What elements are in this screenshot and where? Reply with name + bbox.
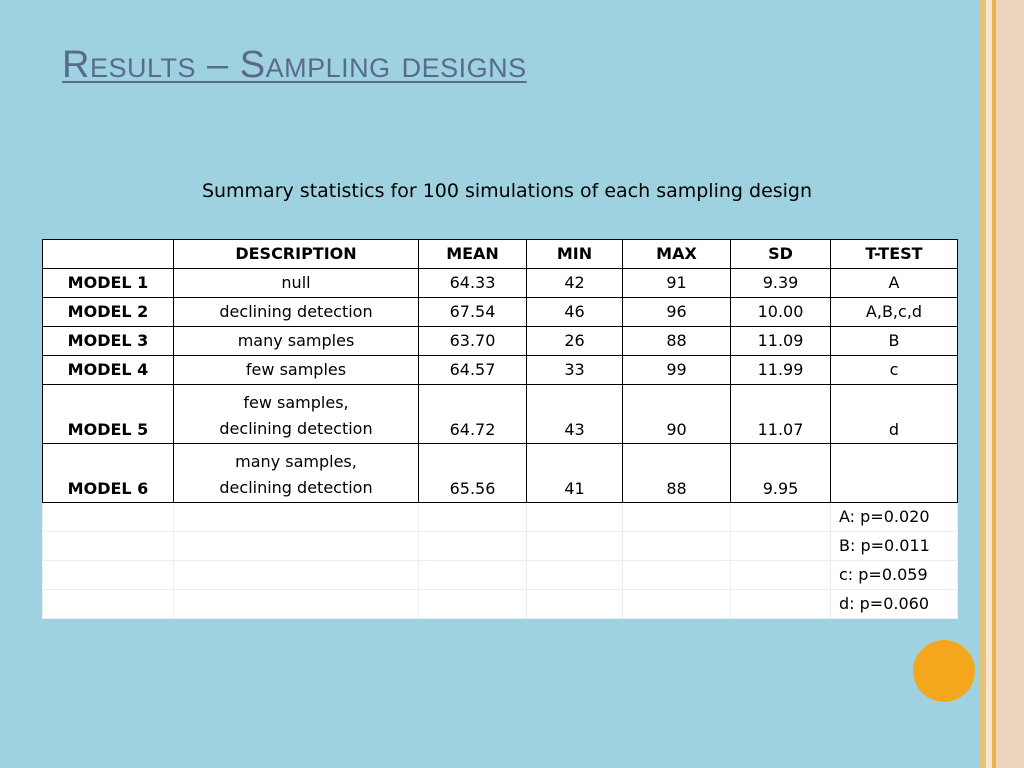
min-cell: 46 bbox=[527, 298, 623, 327]
min-cell: 43 bbox=[527, 385, 623, 444]
min-cell: 42 bbox=[527, 269, 623, 298]
column-header bbox=[43, 240, 174, 269]
mean-cell: 65.56 bbox=[419, 444, 527, 503]
column-header: DESCRIPTION bbox=[174, 240, 419, 269]
min-cell: 33 bbox=[527, 356, 623, 385]
description-cell: many samples bbox=[174, 327, 419, 356]
min-cell: 41 bbox=[527, 444, 623, 503]
p-value-note: d: p=0.060 bbox=[831, 590, 958, 619]
side-stripe bbox=[996, 0, 1024, 768]
t-test-cell: c bbox=[831, 356, 958, 385]
description-cell: declining detection bbox=[174, 298, 419, 327]
mean-cell: 63.70 bbox=[419, 327, 527, 356]
note-row bbox=[43, 590, 958, 619]
p-value-note: A: p=0.020 bbox=[831, 503, 958, 532]
table-row bbox=[43, 444, 958, 503]
sd-cell: 11.09 bbox=[731, 327, 831, 356]
max-cell: 91 bbox=[623, 269, 731, 298]
table-row bbox=[43, 327, 958, 356]
table-caption: Summary statistics for 100 simulations of each sampling design bbox=[201, 180, 813, 202]
note-row bbox=[43, 561, 958, 590]
mean-cell: 67.54 bbox=[419, 298, 527, 327]
description-line: few samples, bbox=[243, 393, 349, 412]
mean-cell: 64.72 bbox=[419, 385, 527, 444]
statistics-table bbox=[42, 239, 958, 619]
description-cell: null bbox=[174, 269, 419, 298]
mean-cell: 64.57 bbox=[419, 356, 527, 385]
sd-cell: 9.39 bbox=[731, 269, 831, 298]
max-cell: 96 bbox=[623, 298, 731, 327]
table-row bbox=[43, 269, 958, 298]
column-header: MEAN bbox=[419, 240, 527, 269]
mean-cell: 64.33 bbox=[419, 269, 527, 298]
model-name-cell: MODEL 2 bbox=[43, 298, 174, 327]
max-cell: 90 bbox=[623, 385, 731, 444]
note-row bbox=[43, 532, 958, 561]
p-value-note: B: p=0.011 bbox=[831, 532, 958, 561]
table-header-row bbox=[43, 240, 958, 269]
column-header: SD bbox=[731, 240, 831, 269]
description-line: many samples, bbox=[235, 452, 357, 471]
description-cell bbox=[174, 444, 419, 503]
column-header: T-TEST bbox=[831, 240, 958, 269]
model-name-cell: MODEL 5 bbox=[43, 385, 174, 444]
sd-cell: 10.00 bbox=[731, 298, 831, 327]
table-row bbox=[43, 298, 958, 327]
description-line: declining detection bbox=[219, 419, 373, 438]
description-line: declining detection bbox=[219, 478, 373, 497]
description-cell bbox=[174, 385, 419, 444]
column-header: MAX bbox=[623, 240, 731, 269]
max-cell: 99 bbox=[623, 356, 731, 385]
model-name-cell: MODEL 3 bbox=[43, 327, 174, 356]
model-name-cell: MODEL 1 bbox=[43, 269, 174, 298]
table-row bbox=[43, 385, 958, 444]
model-name-cell: MODEL 4 bbox=[43, 356, 174, 385]
table-row bbox=[43, 356, 958, 385]
slide-title: Results – Sampling designs bbox=[62, 44, 527, 86]
model-name-cell: MODEL 6 bbox=[43, 444, 174, 503]
decorative-circle bbox=[913, 640, 975, 702]
min-cell: 26 bbox=[527, 327, 623, 356]
t-test-cell: d bbox=[831, 385, 958, 444]
sd-cell: 9.95 bbox=[731, 444, 831, 503]
t-test-cell: A bbox=[831, 269, 958, 298]
description-cell: few samples bbox=[174, 356, 419, 385]
column-header: MIN bbox=[527, 240, 623, 269]
p-value-note: c: p=0.059 bbox=[831, 561, 958, 590]
sd-cell: 11.07 bbox=[731, 385, 831, 444]
t-test-cell: B bbox=[831, 327, 958, 356]
note-row bbox=[43, 503, 958, 532]
max-cell: 88 bbox=[623, 444, 731, 503]
t-test-cell: A,B,c,d bbox=[831, 298, 958, 327]
t-test-cell bbox=[831, 444, 958, 503]
max-cell: 88 bbox=[623, 327, 731, 356]
sd-cell: 11.99 bbox=[731, 356, 831, 385]
